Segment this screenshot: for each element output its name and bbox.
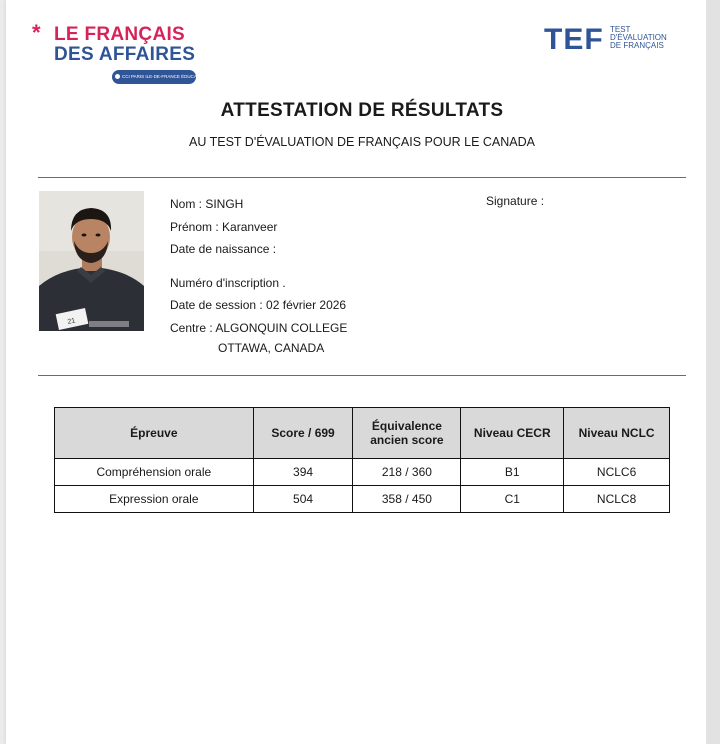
results-table: [54, 407, 670, 513]
cell-epreuve: Expression orale: [55, 486, 254, 513]
cell-niveau-cecr: B1: [461, 459, 564, 486]
document-page: [6, 0, 706, 744]
background-edge: [706, 0, 720, 744]
candidate-prenom: Prénom : Karanveer: [170, 220, 278, 234]
logo-line-1: LE FRANÇAIS: [54, 24, 186, 45]
header-niveau-nclc: Niveau NCLC: [564, 408, 670, 459]
candidate-centre: Centre : ALGONQUIN COLLEGE: [170, 321, 348, 335]
photo-tag: 21: [66, 317, 76, 326]
header-niveau-cecr: Niveau CECR: [461, 408, 564, 459]
cell-niveau-nclc: NCLC8: [564, 486, 670, 513]
tef-logo: [544, 22, 684, 62]
tef-sub-line-1: TEST: [610, 25, 631, 34]
tef-sub-line-3: DE FRANÇAIS: [610, 41, 664, 50]
candidate-nom: Nom : SINGH: [170, 197, 244, 211]
logo-line-2: DES AFFAIRES: [54, 44, 196, 65]
header-equivalence: Équivalence ancien score: [353, 408, 461, 459]
divider-middle: [38, 375, 686, 376]
cell-niveau-cecr: C1: [461, 486, 564, 513]
cell-score: 504: [253, 486, 353, 513]
table-row: [55, 459, 670, 486]
results-header-row: [55, 408, 670, 459]
cell-equivalence: 218 / 360: [353, 459, 461, 486]
header-score: Score / 699: [253, 408, 353, 459]
candidate-photo: [39, 191, 144, 331]
star-icon: *: [32, 20, 41, 45]
cell-equivalence: 358 / 450: [353, 486, 461, 513]
cell-score: 394: [253, 459, 353, 486]
page-subtitle: AU TEST D'ÉVALUATION DE FRANÇAIS POUR LE CANADA: [189, 135, 535, 149]
tef-subtitle: [610, 26, 667, 50]
candidate-centre-city: OTTAWA, CANADA: [218, 341, 325, 355]
candidate-date-naissance: Date de naissance :: [170, 242, 277, 256]
table-row: [55, 486, 670, 513]
candidate-numero-inscription: Numéro d'inscription .: [170, 276, 286, 290]
signature-label: Signature :: [486, 194, 545, 208]
divider-top: [38, 177, 686, 178]
candidate-date-session: Date de session : 02 février 2026: [170, 298, 347, 312]
header-epreuve: Épreuve: [55, 408, 254, 459]
tef-sub-line-2: D'ÉVALUATION: [610, 33, 667, 42]
cell-niveau-nclc: NCLC6: [564, 459, 670, 486]
page-title: ATTESTATION DE RÉSULTATS: [220, 100, 504, 121]
cci-badge: CCI PARIS ILE-DE-FRANCE ÉDUCATION: [112, 70, 196, 84]
tef-wordmark: TEF: [544, 23, 604, 56]
cell-epreuve: Compréhension orale: [55, 459, 254, 486]
